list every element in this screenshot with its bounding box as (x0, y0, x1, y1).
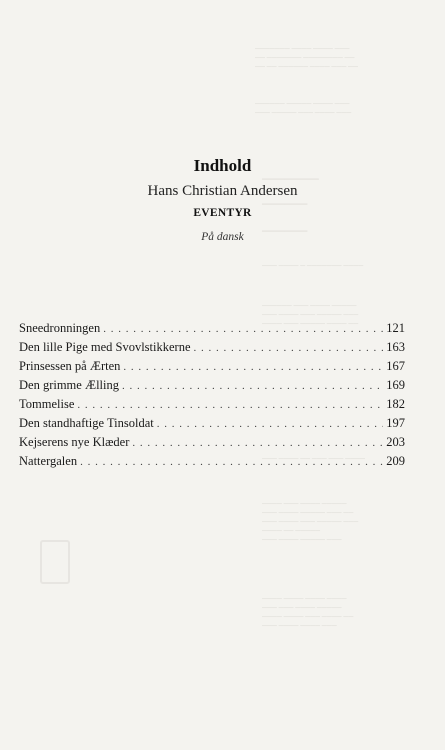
dot-leader (77, 399, 383, 411)
toc-entry-page: 163 (386, 340, 405, 354)
collection-title: EVENTYR (193, 207, 252, 219)
toc-entry-page: 197 (386, 416, 405, 430)
dot-leader (103, 323, 383, 335)
toc-entry-page: 203 (386, 435, 405, 449)
language-note: På dansk (201, 231, 244, 243)
author-name: Hans Christian Andersen (147, 183, 298, 199)
contents-heading: Indhold (193, 156, 252, 175)
toc-entry-title: Den lille Pige med Svovlstikkerne (19, 340, 191, 354)
toc-entry (19, 416, 405, 435)
toc-entry-title: Prinsessen på Ærten (19, 359, 121, 373)
dot-leader (123, 361, 383, 373)
table-of-contents (19, 321, 405, 473)
toc-entry-page: 182 (386, 397, 405, 411)
toc-entry-title: Sneedronningen (19, 321, 101, 335)
toc-entry (19, 435, 405, 454)
toc-entry-page: 209 (386, 454, 405, 468)
book-page: ─────── ──── ──── ─── ── ─────── ──────── ── ── ── ────── ──── ─── ── ────── ───── ──── ─── ─── ───── ─── ──── ─── ───── ──── ──── ─── ──── ─ ─────── ──── ────── ─── ──── ───── ─── ──── ─── ───── ─── ──── ─── ───── ──── ── ─── ──── ── ─── ─── ──── ──── ─── ──── ───── ─── ──── ───── ─── ── ─── ──── ─── ───── ─── ──── ── ───── ─── ──── ───── ─── ──── ──── ──── ──── ─── ─── ──── ───── ──── ──── ─── ──── ── ─── ──── ──── ─── Indhold Hans Christian Andersen EVENTYR På dansk Sneedronningen . . . 121 Den lille Pige med Svovlstikkerne . . . 163 Prinsessen på Ærten . . . 167 Den grimme Ælling . . . 169 Tommelise . . . 182 Den standhaftige Tinsoldat . . . 197 Kejserens nye Klæder . . . 203 Nattergalen . . . 209 (0, 0, 445, 750)
toc-entry-page: 167 (386, 359, 405, 373)
toc-entry-title: Den standhaftige Tinsoldat (19, 416, 154, 430)
toc-entry-title: Kejserens nye Klæder (19, 435, 130, 449)
dot-leader (122, 380, 383, 392)
toc-entry (19, 454, 405, 473)
toc-entry (19, 378, 405, 397)
dot-leader (132, 437, 383, 449)
toc-entry-page: 121 (386, 321, 405, 335)
toc-entry (19, 340, 405, 359)
toc-entry (19, 397, 405, 416)
toc-entry-page: 169 (386, 378, 405, 392)
dot-leader (80, 456, 383, 468)
toc-entry-title: Tommelise (19, 397, 75, 411)
toc-entry (19, 359, 405, 378)
toc-entry-title: Den grimme Ælling (19, 378, 119, 392)
dot-leader (157, 418, 384, 430)
dot-leader (194, 342, 384, 354)
toc-entry-title: Nattergalen (19, 454, 78, 468)
toc-entry (19, 321, 405, 340)
